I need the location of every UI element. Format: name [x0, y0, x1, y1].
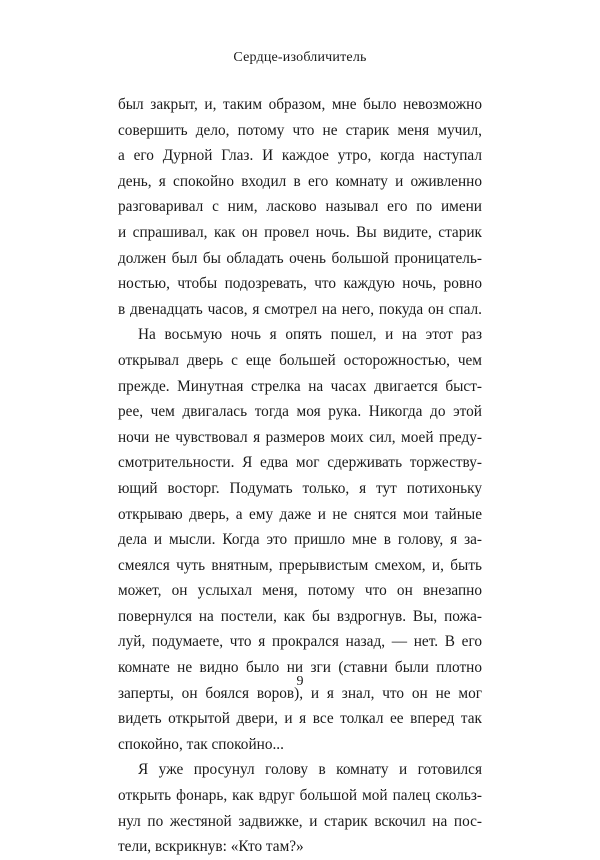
text-line: рее, чем двигалась тогда моя рука. Никогда до этой — [118, 403, 482, 421]
text-line: в двенадцать часов, я смотрел на него, покуда он спал. — [118, 300, 482, 318]
running-head: Сердце-изобличитель — [233, 50, 367, 65]
text-line: спокойно, так спокойно... — [118, 735, 284, 753]
text-line: заперты, он боялся воров), и я знал, что он не мог — [118, 684, 482, 702]
text-line: совершить дело, потому что не старик меня мучил, — [118, 121, 482, 139]
text-line: Я уже просунул голову в комнату и готовился — [138, 761, 482, 779]
text-line: ностью, чтобы подозревать, что каждую ночь, ровно — [118, 275, 482, 293]
text-line: тели, вскрикнув: «Кто там?» — [118, 838, 304, 856]
text-line: повернулся на постели, как бы вздрогнув. Вы, пожа- — [118, 607, 482, 625]
text-line: а его Дурной Глаз. И каждое утро, когда наступал — [118, 147, 482, 165]
text-line: видеть открытой двери, и я все толкал ее вперед так — [118, 710, 482, 728]
text-line: прежде. Минутная стрелка на часах двигается быст- — [118, 377, 482, 395]
text-line: комнате не видно было ни зги (ставни были плотно — [118, 659, 482, 677]
text-line: На восьмую ночь я опять пошел, и на этот раз — [138, 326, 482, 344]
text-line: открываю дверь, а ему даже и не снятся мои тайные — [118, 505, 482, 523]
text-line: был закрыт, и, таким образом, мне было невозможно — [118, 96, 482, 113]
text-line: луй, подумаете, что я прокрался назад, — нет. В его — [118, 633, 482, 651]
text-line: и спрашивал, как он провел ночь. Вы видите, старик — [118, 223, 482, 241]
page-number: 9 — [296, 674, 304, 689]
text-line: дела и мысли. Когда это пришло мне в голову, я за- — [118, 531, 482, 549]
text-line: день, я спокойно входил в его комнату и оживленно — [118, 172, 482, 190]
text-line: открыть фонарь, как вдруг большой мой палец скольз- — [118, 787, 482, 805]
text-line: нул по жестяной задвижке, и старик вскочил на пос- — [118, 812, 482, 830]
text-line: разговаривал с ним, ласково называл его по имени — [118, 198, 482, 216]
text-line: открывал дверь с еще большей осторожностью, чем — [118, 351, 482, 369]
text-line: ночи не чувствовал я размеров моих сил, моей преду- — [118, 428, 482, 446]
text-line: должен был бы обладать очень большой проницатель- — [118, 249, 482, 267]
text-line: может, он услыхал меня, потому что он внезапно — [118, 582, 482, 600]
text-line: смотрительности. Я едва мог сдерживать торжеству- — [118, 454, 482, 472]
text-line: смеялся чуть внятным, прерывистым смехом, и, быть — [118, 556, 482, 574]
body-text — [118, 92, 482, 860]
text-line: ющий восторг. Подумать только, я тут потихоньку — [118, 479, 482, 497]
